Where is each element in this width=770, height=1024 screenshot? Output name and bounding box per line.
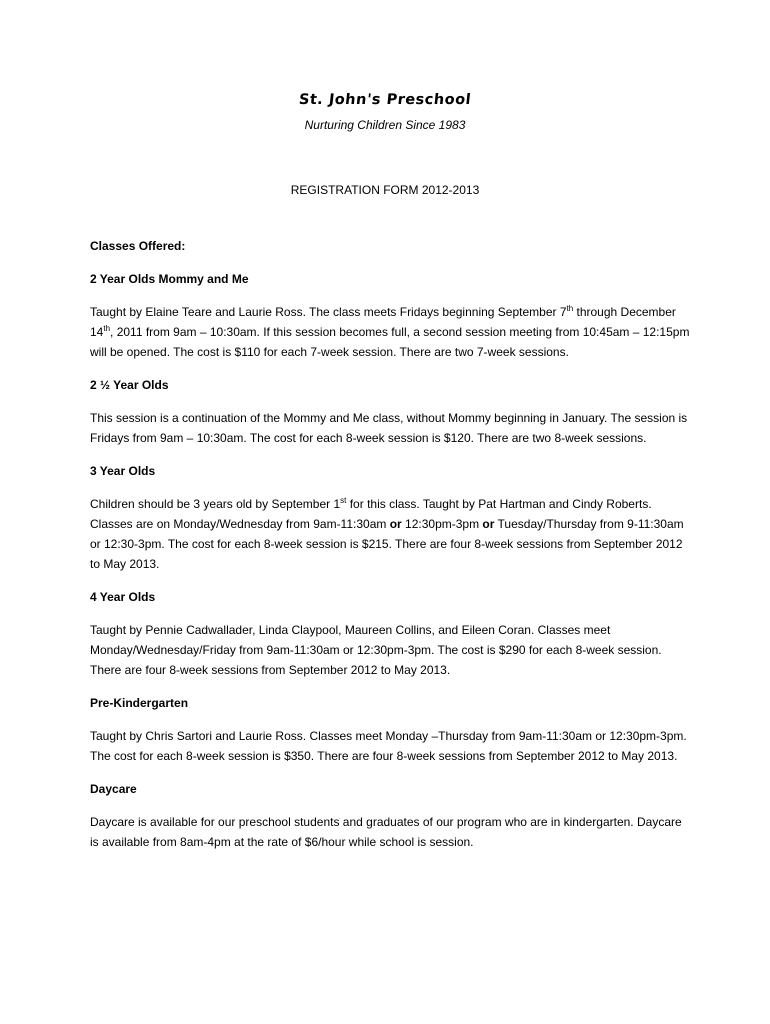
section-heading-mommy-and-me: 2 Year Olds Mommy and Me <box>90 272 249 286</box>
section-heading-prek: Pre-Kindergarten <box>90 696 189 710</box>
text-fragment: Tuesday/Thursday from 9-11:30am or 12:30-3pm. The cost for each 8-week session is $215. There are four 8-week sessions from September 2012 to May 2013. <box>90 517 684 571</box>
text-fragment: for this class. Taught by Pat Hartman and Cindy Roberts. Classes are on Monday/Wednesday from 9am-11:30am <box>90 497 652 531</box>
section-text-prek: Taught by Chris Sartori and Laurie Ross. Classes meet Monday –Thursday from 9am-11:30am or 12:30pm-3pm. The cost for each 8-week session is $350. There are four 8-week sessions from September 2012 to May 2013. <box>90 729 687 763</box>
section-text-two-half: This session is a continuation of the Mommy and Me class, without Mommy beginning in January. The session is Fridays from 9am – 10:30am. The cost for each 8-week session is $120. There are two 8-week sessions. <box>90 411 688 445</box>
section-text-three <box>90 494 690 574</box>
section-heading-four: 4 Year Olds <box>90 590 156 604</box>
classes-offered-label: Classes Offered: <box>90 239 186 253</box>
superscript: th <box>566 304 574 313</box>
superscript: st <box>340 496 347 505</box>
form-title: REGISTRATION FORM 2012-2013 <box>290 183 480 197</box>
section-heading-three: 3 Year Olds <box>90 464 156 478</box>
text-fragment: Children should be 3 years old by September 1 <box>90 497 341 511</box>
text-fragment: 12:30pm-3pm <box>401 517 483 531</box>
tagline: Nurturing Children Since 1983 <box>304 118 466 132</box>
document-body <box>90 236 690 865</box>
section-text-mommy-and-me <box>90 302 690 362</box>
emphasis-or: or <box>482 517 495 531</box>
text-fragment: through December 14 <box>90 305 676 339</box>
section-heading-two-half: 2 ½ Year Olds <box>90 378 169 392</box>
text-fragment: , 2011 from 9am – 10:30am. If this session becomes full, a second session meeting from 10:45am – 12:15pm will be opened. The cost is $110 for each 7-week session. There are two 7-week sessions. <box>90 325 690 359</box>
school-name: St. John's Preschool <box>298 92 472 108</box>
section-text-daycare: Daycare is available for our preschool students and graduates of our program who are in kindergarten. Daycare is available from 8am-4pm at the rate of $6/hour while school is session. <box>90 815 682 849</box>
text-fragment: Taught by Elaine Teare and Laurie Ross. The class meets Fridays beginning September 7 <box>90 305 567 319</box>
emphasis-or: or <box>389 517 402 531</box>
section-heading-daycare: Daycare <box>90 782 137 796</box>
superscript: th <box>103 324 111 333</box>
section-text-four: Taught by Pennie Cadwallader, Linda Claypool, Maureen Collins, and Eileen Coran. Classes meet Monday/Wednesday/Friday from 9am-11:30am or 12:30pm-3pm. The cost is $290 for each 8-week session. There are four 8-week sessions from September 2012 to May 2013. <box>90 623 662 677</box>
